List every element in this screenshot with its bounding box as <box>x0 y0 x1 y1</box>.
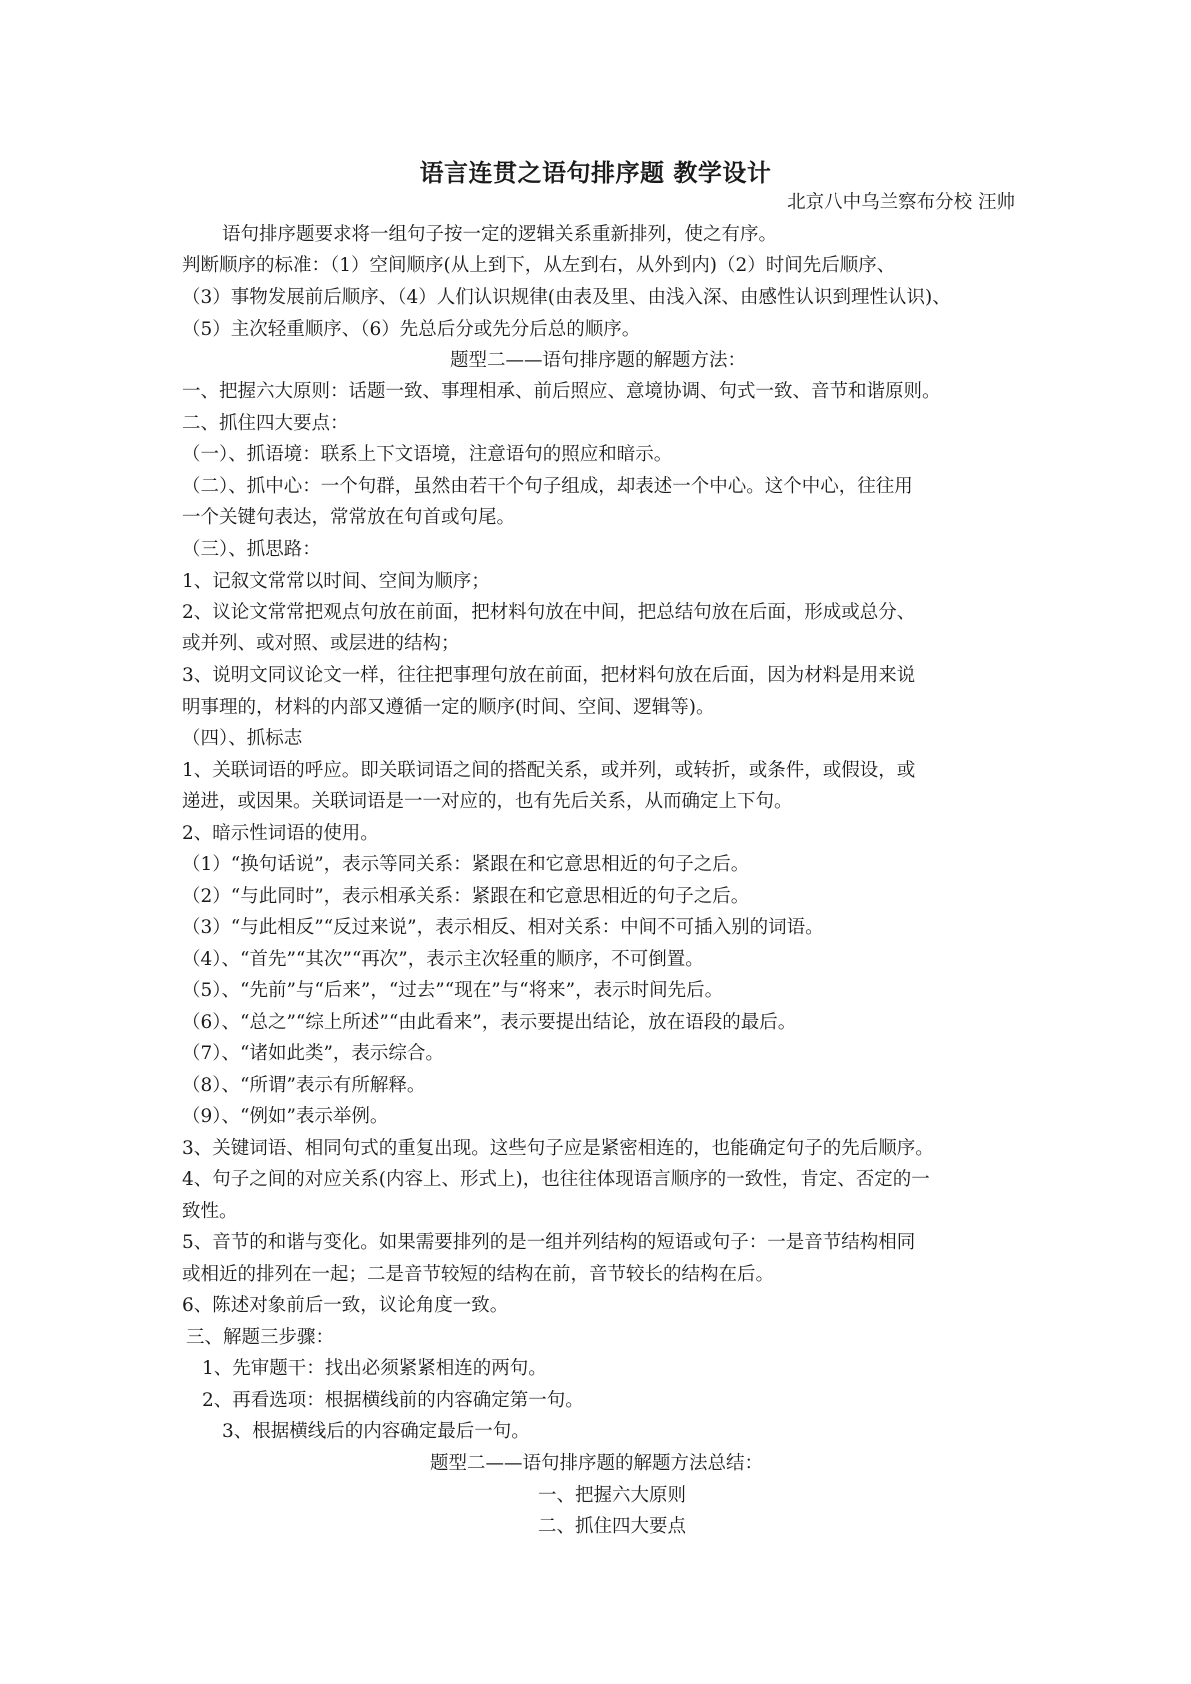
body-line: 3、说明文同议论文一样，往往把事理句放在前面，把材料句放在后面，因为材料是用来说 <box>182 665 916 686</box>
body-line: 或并列、或对照、或层进的结构； <box>182 633 460 654</box>
body-line: （9）、“例如”表示举例。 <box>182 1106 389 1127</box>
body-line: 4、句子之间的对应关系(内容上、形式上)，也往往体现语言顺序的一致性，肯定、否定的一 <box>182 1169 930 1190</box>
body-line: 1、关联词语的呼应。即关联词语之间的搭配关系，或并列，或转折，或条件，或假设，或 <box>182 760 916 781</box>
body-line: （7）、“诸如此类”，表示综合。 <box>182 1043 444 1064</box>
body-line: 1、先审题干：找出必须紧紧相连的两句。 <box>202 1358 547 1379</box>
body-line: 6、陈述对象前后一致，议论角度一致。 <box>182 1295 509 1316</box>
body-line: 明事理的，材料的内部又遵循一定的顺序(时间、空间、逻辑等)。 <box>182 697 715 718</box>
body-line: （5）、“先前”与“后来”，“过去”“现在”与“将来”，表示时间先后。 <box>182 980 724 1001</box>
body-line: （三）、抓思路： <box>182 539 321 560</box>
body-line: （四）、抓标志 <box>182 728 303 749</box>
body-line: 2、暗示性词语的使用。 <box>182 823 379 844</box>
summary-item: 二、抓住四大要点 <box>538 1516 687 1537</box>
body-line: 1、记叙文常常以时间、空间为顺序； <box>182 571 490 592</box>
intro-paragraph-line: 语句排序题要求将一组句子按一定的逻辑关系重新排列，使之有序。 <box>222 224 778 245</box>
body-line: 5、音节的和谐与变化。如果需要排列的是一组并列结构的短语或句子：一是音节结构相同 <box>182 1232 916 1253</box>
section-heading: 题型二——语句排序题的解题方法： <box>450 350 747 371</box>
body-line: （一）、抓语境：联系上下文语境，注意语句的照应和暗示。 <box>182 444 673 465</box>
intro-paragraph-line: （3）事物发展前后顺序、（4）人们认识规律(由表及里、由浅入深、由感性认识到理性认识)、 <box>182 287 951 308</box>
body-line: 递进，或因果。关联词语是一一对应的，也有先后关系，从而确定上下句。 <box>182 791 793 812</box>
intro-paragraph-line: （5）主次轻重顺序、（6）先总后分或先分后总的顺序。 <box>182 319 641 340</box>
body-line: （6）、“总之”“综上所述”“由此看来”，表示要提出结论，放在语段的最后。 <box>182 1012 797 1033</box>
body-line: 2、再看选项：根据横线前的内容确定第一句。 <box>202 1390 584 1411</box>
body-line: 2、议论文常常把观点句放在前面，把材料句放在中间，把总结句放在后面，形成或总分、 <box>182 602 916 623</box>
body-line: 二、抓住四大要点： <box>182 413 349 434</box>
intro-paragraph-line: 判断顺序的标准：（1）空间顺序(从上到下，从左到右，从外到内)（2）时间先后顺序、 <box>182 255 896 276</box>
author-line: 北京八中乌兰察布分校 汪帅 <box>787 192 1015 213</box>
body-line: （二）、抓中心：一个句群，虽然由若干个句子组成，却表述一个中心。这个中心，往往用 <box>182 476 913 497</box>
body-line: （1）“换句话说”，表示等同关系：紧跟在和它意思相近的句子之后。 <box>182 854 750 875</box>
body-line: 一个关键句表达，常常放在句首或句尾。 <box>182 507 516 528</box>
summary-item: 一、把握六大原则 <box>538 1485 687 1506</box>
body-line: 3、根据横线后的内容确定最后一句。 <box>222 1421 530 1442</box>
body-line: （2）“与此同时”，表示相承关系：紧跟在和它意思相近的句子之后。 <box>182 886 750 907</box>
body-line: 或相近的排列在一起；二是音节较短的结构在前，音节较长的结构在后。 <box>182 1264 775 1285</box>
document-title: 语言连贯之语句排序题 教学设计 <box>419 159 772 187</box>
body-line: 3、关键词语、相同句式的重复出现。这些句子应是紧密相连的，也能确定句子的先后顺序。 <box>182 1138 934 1159</box>
body-line: （4）、“首先”“其次”“再次”，表示主次轻重的顺序，不可倒置。 <box>182 949 704 970</box>
summary-heading: 题型二——语句排序题的解题方法总结： <box>430 1453 764 1474</box>
body-line: （3）“与此相反”“反过来说”，表示相反、相对关系：中间不可插入别的词语。 <box>182 917 824 938</box>
body-line: （8）、“所谓”表示有所解释。 <box>182 1075 426 1096</box>
body-line: 三、解题三步骤： <box>186 1327 335 1348</box>
body-line: 一、把握六大原则：话题一致、事理相承、前后照应、意境协调、句式一致、音节和谐原则。 <box>182 381 941 402</box>
body-line: 致性。 <box>182 1201 238 1222</box>
